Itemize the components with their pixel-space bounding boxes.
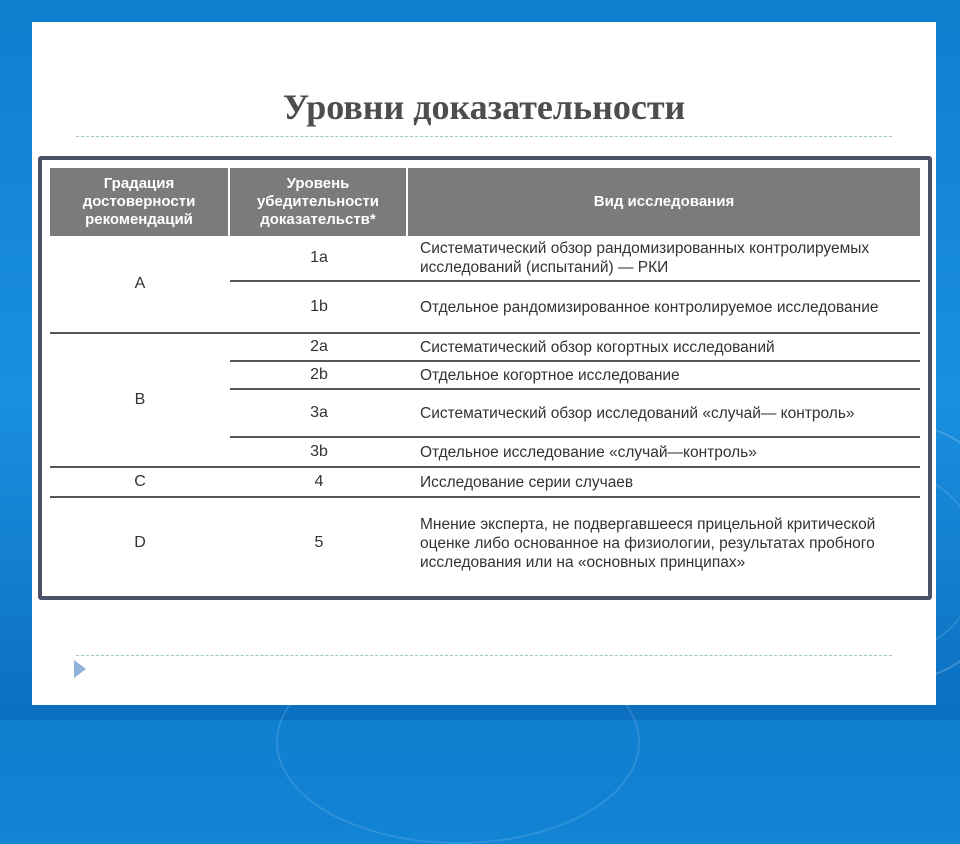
table-row: [230, 236, 920, 282]
footer-divider: [76, 655, 892, 656]
table-group-a: [50, 236, 920, 334]
level-cell: 2a: [310, 338, 328, 355]
table-row: [230, 282, 920, 332]
table-frame: [38, 156, 932, 600]
header-grade: Градация достоверности рекомендаций: [50, 168, 230, 236]
slide: [32, 22, 936, 705]
level-cell: 2b: [310, 366, 328, 383]
grade-cell: A: [134, 275, 146, 292]
table-row: [230, 334, 920, 362]
grade-cell: B: [134, 391, 146, 408]
grade-cell: D: [134, 534, 146, 551]
level-cell: 3b: [310, 443, 328, 460]
table-group-d: [50, 498, 920, 588]
level-cell: 1b: [310, 298, 328, 315]
table-row: [230, 390, 920, 438]
table-row: [230, 498, 920, 588]
arrow-right-icon[interactable]: [74, 660, 86, 678]
table-header: [50, 168, 920, 236]
level-cell: 3a: [310, 404, 328, 421]
study-cell: Систематический обзор рандомизированных контролируемых исследований (испытаний) — РКИ: [420, 240, 870, 276]
header-study: Вид исследования: [408, 168, 920, 236]
table-row: [230, 468, 920, 496]
title-divider: [76, 136, 892, 137]
evidence-table: [50, 168, 920, 588]
table-group-b: [50, 334, 920, 468]
table-group-c: [50, 468, 920, 498]
slide-title: Уровни доказательности: [282, 87, 686, 127]
table-row: [230, 362, 920, 390]
grade-cell: C: [134, 473, 146, 490]
level-cell: 5: [314, 534, 324, 551]
header-level: Уровень убедительности доказательств*: [230, 168, 408, 236]
study-cell: Систематический обзор исследований «случай— контроль»: [420, 404, 855, 422]
level-cell: 4: [314, 473, 324, 490]
study-cell: Систематический обзор когортных исследований: [420, 338, 775, 356]
study-cell: Отдельное рандомизированное контролируемое исследование: [420, 298, 879, 316]
level-cell: 1a: [310, 249, 328, 266]
study-cell: Мнение эксперта, не подвергавшееся прицельной критической оценке либо основанное на физиологии, результатах пробного исследования или на «основных принципах»: [420, 515, 876, 571]
study-cell: Отдельное исследование «случай—контроль»: [420, 443, 757, 461]
study-cell: Отдельное когортное исследование: [420, 366, 680, 384]
study-cell: Исследование серии случаев: [420, 473, 634, 491]
table-row: [230, 438, 920, 466]
